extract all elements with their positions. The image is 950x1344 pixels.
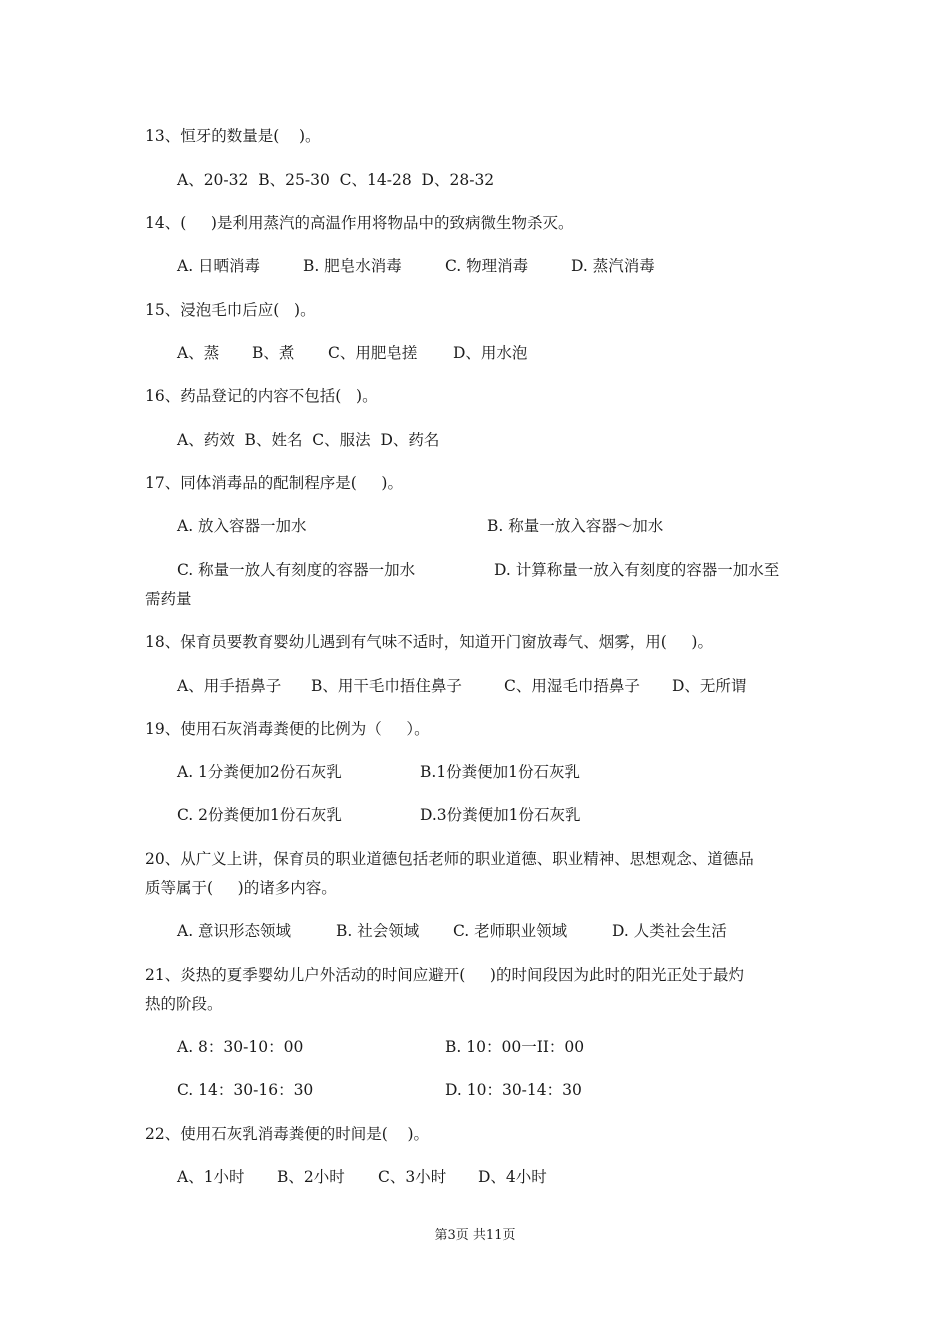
question-15-option-c: C、用肥皂搓	[328, 344, 418, 362]
question-22-stem: 22、使用石灰乳消毒粪便的时间是( )。	[145, 1125, 430, 1143]
question-21-stem-line-2: 热的阶段。	[145, 995, 223, 1013]
question-21-option-d: D. 10：30-14：30	[445, 1081, 582, 1099]
question-17-option-c: C. 称量一放人有刻度的容器一加水	[177, 561, 416, 579]
question-17-stem: 17、同体消毒品的配制程序是( )。	[145, 474, 403, 492]
question-20-option-c: C. 老师职业领域	[453, 922, 568, 940]
question-22-option-b: B、2小时	[277, 1168, 345, 1186]
question-14-option-b: B. 肥皂水消毒	[303, 257, 402, 275]
question-17-option-a: A. 放入容器一加水	[177, 517, 307, 535]
question-15-option-a: A、蒸	[177, 344, 220, 362]
page-number-footer: 第3页 共11页	[434, 1228, 516, 1243]
question-20-option-a: A. 意识形态领域	[177, 922, 292, 940]
question-14-option-a: A. 日晒消毒	[177, 257, 261, 275]
question-14-option-c: C. 物理消毒	[445, 257, 529, 275]
question-20-stem-line-1: 20、从广义上讲，保育员的职业道德包括老师的职业道德、职业精神、思想观念、道德品	[145, 850, 754, 868]
question-21-option-c: C. 14：30-16：30	[177, 1081, 314, 1099]
question-18-option-c: C、用湿毛巾捂鼻子	[504, 677, 640, 695]
question-22-option-a: A、1小时	[177, 1168, 245, 1186]
question-15-option-d: D、用水泡	[453, 344, 528, 362]
question-22-option-d: D、4小时	[478, 1168, 547, 1186]
question-16-stem: 16、药品登记的内容不包括( )。	[145, 387, 378, 405]
question-17-option-b: B. 称量一放入容器～加水	[487, 517, 664, 535]
question-18-option-b: B、用干毛巾捂住鼻子	[311, 677, 462, 695]
question-16-options: A、药效 B、姓名 C、服法 D、药名	[177, 431, 440, 449]
question-13-stem: 13、恒牙的数量是( )。	[145, 127, 321, 145]
question-13-options: A、20-32 B、25-30 C、14-28 D、28-32	[177, 171, 495, 189]
question-18-option-a: A、用手捂鼻子	[177, 677, 282, 695]
question-21-stem-line-1: 21、炎热的夏季婴幼儿户外活动的时间应避开( )的时间段因为此时的阳光正处于最灼	[145, 966, 744, 984]
question-19-option-a: A. 1分粪便加2份石灰乳	[177, 763, 342, 781]
question-17-option-d-continued: 需药量	[145, 590, 192, 608]
question-15-option-b: B、煮	[252, 344, 295, 362]
question-18-stem: 18、保育员要教育婴幼儿遇到有气味不适时，知道开门窗放毒气、烟雾，用( )。	[145, 633, 713, 651]
question-19-option-d: D.3份粪便加1份石灰乳	[420, 806, 581, 824]
question-15-stem: 15、浸泡毛巾后应( )。	[145, 301, 316, 319]
question-20-option-d: D. 人类社会生活	[612, 922, 727, 940]
question-21-option-a: A. 8：30-10：00	[177, 1038, 304, 1056]
question-20-stem-line-2: 质等属于( )的诸多内容。	[145, 879, 337, 897]
question-20-option-b: B. 社会领域	[336, 922, 420, 940]
question-14-stem: 14、( )是利用蒸汽的高温作用将物品中的致病微生物杀灭。	[145, 214, 574, 232]
question-19-stem: 19、使用石灰消毒粪便的比例为（ ）。	[145, 720, 430, 738]
question-19-option-b: B.1份粪便加1份石灰乳	[420, 763, 581, 781]
question-22-option-c: C、3小时	[378, 1168, 447, 1186]
question-18-option-d: D、无所谓	[672, 677, 747, 695]
question-21-option-b: B. 10：00一II：00	[445, 1038, 585, 1056]
question-17-option-d: D. 计算称量一放入有刻度的容器一加水至	[494, 561, 780, 579]
question-14-option-d: D. 蒸汽消毒	[571, 257, 655, 275]
question-19-option-c: C. 2份粪便加1份石灰乳	[177, 806, 342, 824]
